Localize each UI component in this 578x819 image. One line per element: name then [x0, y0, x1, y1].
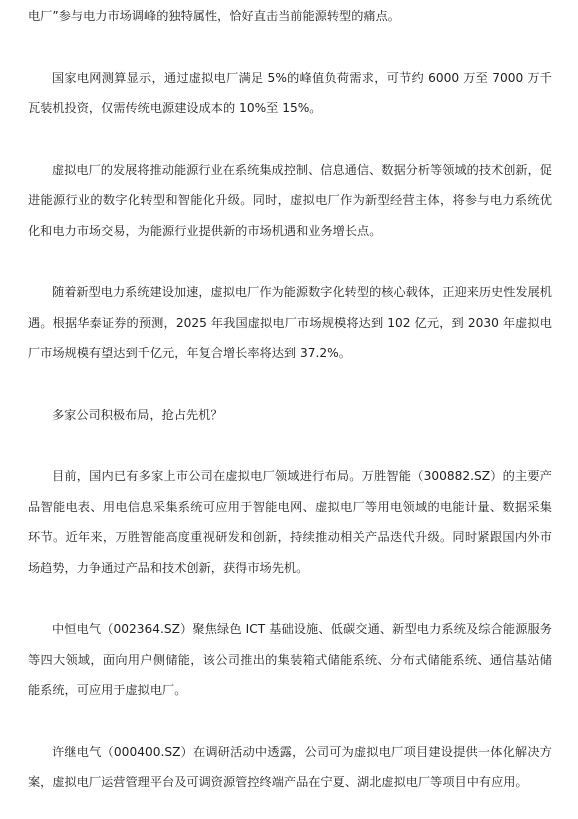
- paragraph-wansheng: 目前，国内已有多家上市公司在虚拟电厂领域进行布局。万胜智能（300882.SZ）的主要产品智能电表、用电信息采集系统可应用于智能电网、虚拟电厂等用电领域的电能计量、数据采集环节。近年来，万胜智能高度重视研发和创新，持续推动相关产品迭代升级。同时紧跟国内外市场趋势，力争通过产品和技术创新，获得市场先机。: [28, 469, 552, 575]
- paragraph-gap: [28, 706, 552, 737]
- paragraph-state-grid-estimate: 国家电网测算显示，通过虚拟电厂满足 5%的峰值负荷需求，可节约 6000 万至 7000 万千瓦装机投资，仅需传统电源建设成本的 10%至 15%。: [28, 70, 552, 115]
- paragraph-gap: [28, 430, 552, 461]
- paragraph-gap: [28, 369, 552, 400]
- paragraph-gap: [28, 32, 552, 63]
- paragraph-gap: [28, 583, 552, 614]
- paragraph-zhongheng: 中恒电气（002364.SZ）聚焦绿色 ICT 基础设施、低碳交通、新型电力系统及综合能源服务等四大领域，面向用户侧储能，该公司推出的集装箱式储能系统、分布式储能系统、通信基站储能系统，可应用于虚拟电厂。: [28, 622, 552, 697]
- section-subheading: 多家公司积极布局，抢占先机？: [52, 407, 223, 422]
- paragraph-market-forecast: 随着新型电力系统建设加速，虚拟电厂作为能源数字化转型的核心载体，正迎来历史性发展机遇。根据华泰证券的预测，2025 年我国虚拟电厂市场规模将达到 102 亿元，到 2030 年虚拟电厂市场规模有望达到千亿元，年复合增长率将达到 37.2%。: [28, 285, 552, 360]
- article-body: [0, 1, 578, 819]
- paragraph-xuji: 许继电气（000400.SZ）在调研活动中透露，公司可为虚拟电厂项目建设提供一体化解决方案，虚拟电厂运营管理平台及可调资源管控终端产品在宁夏、湖北虚拟电厂等项目中有应用。: [28, 744, 552, 789]
- paragraph-tech-innovation: 虚拟电厂的发展将推动能源行业在系统集成控制、信息通信、数据分析等领域的技术创新，促进能源行业的数字化转型和智能化升级。同时，虚拟电厂作为新型经营主体，将参与电力系统优化和电力市场交易，为能源行业提供新的市场机遇和业务增长点。: [28, 162, 552, 238]
- paragraph-gap: [28, 246, 552, 277]
- paragraph-intro-continuation: 电厂”参与电力市场调峰的独特属性，恰好直击当前能源转型的痛点。: [28, 9, 400, 23]
- paragraph-gap: [28, 124, 552, 155]
